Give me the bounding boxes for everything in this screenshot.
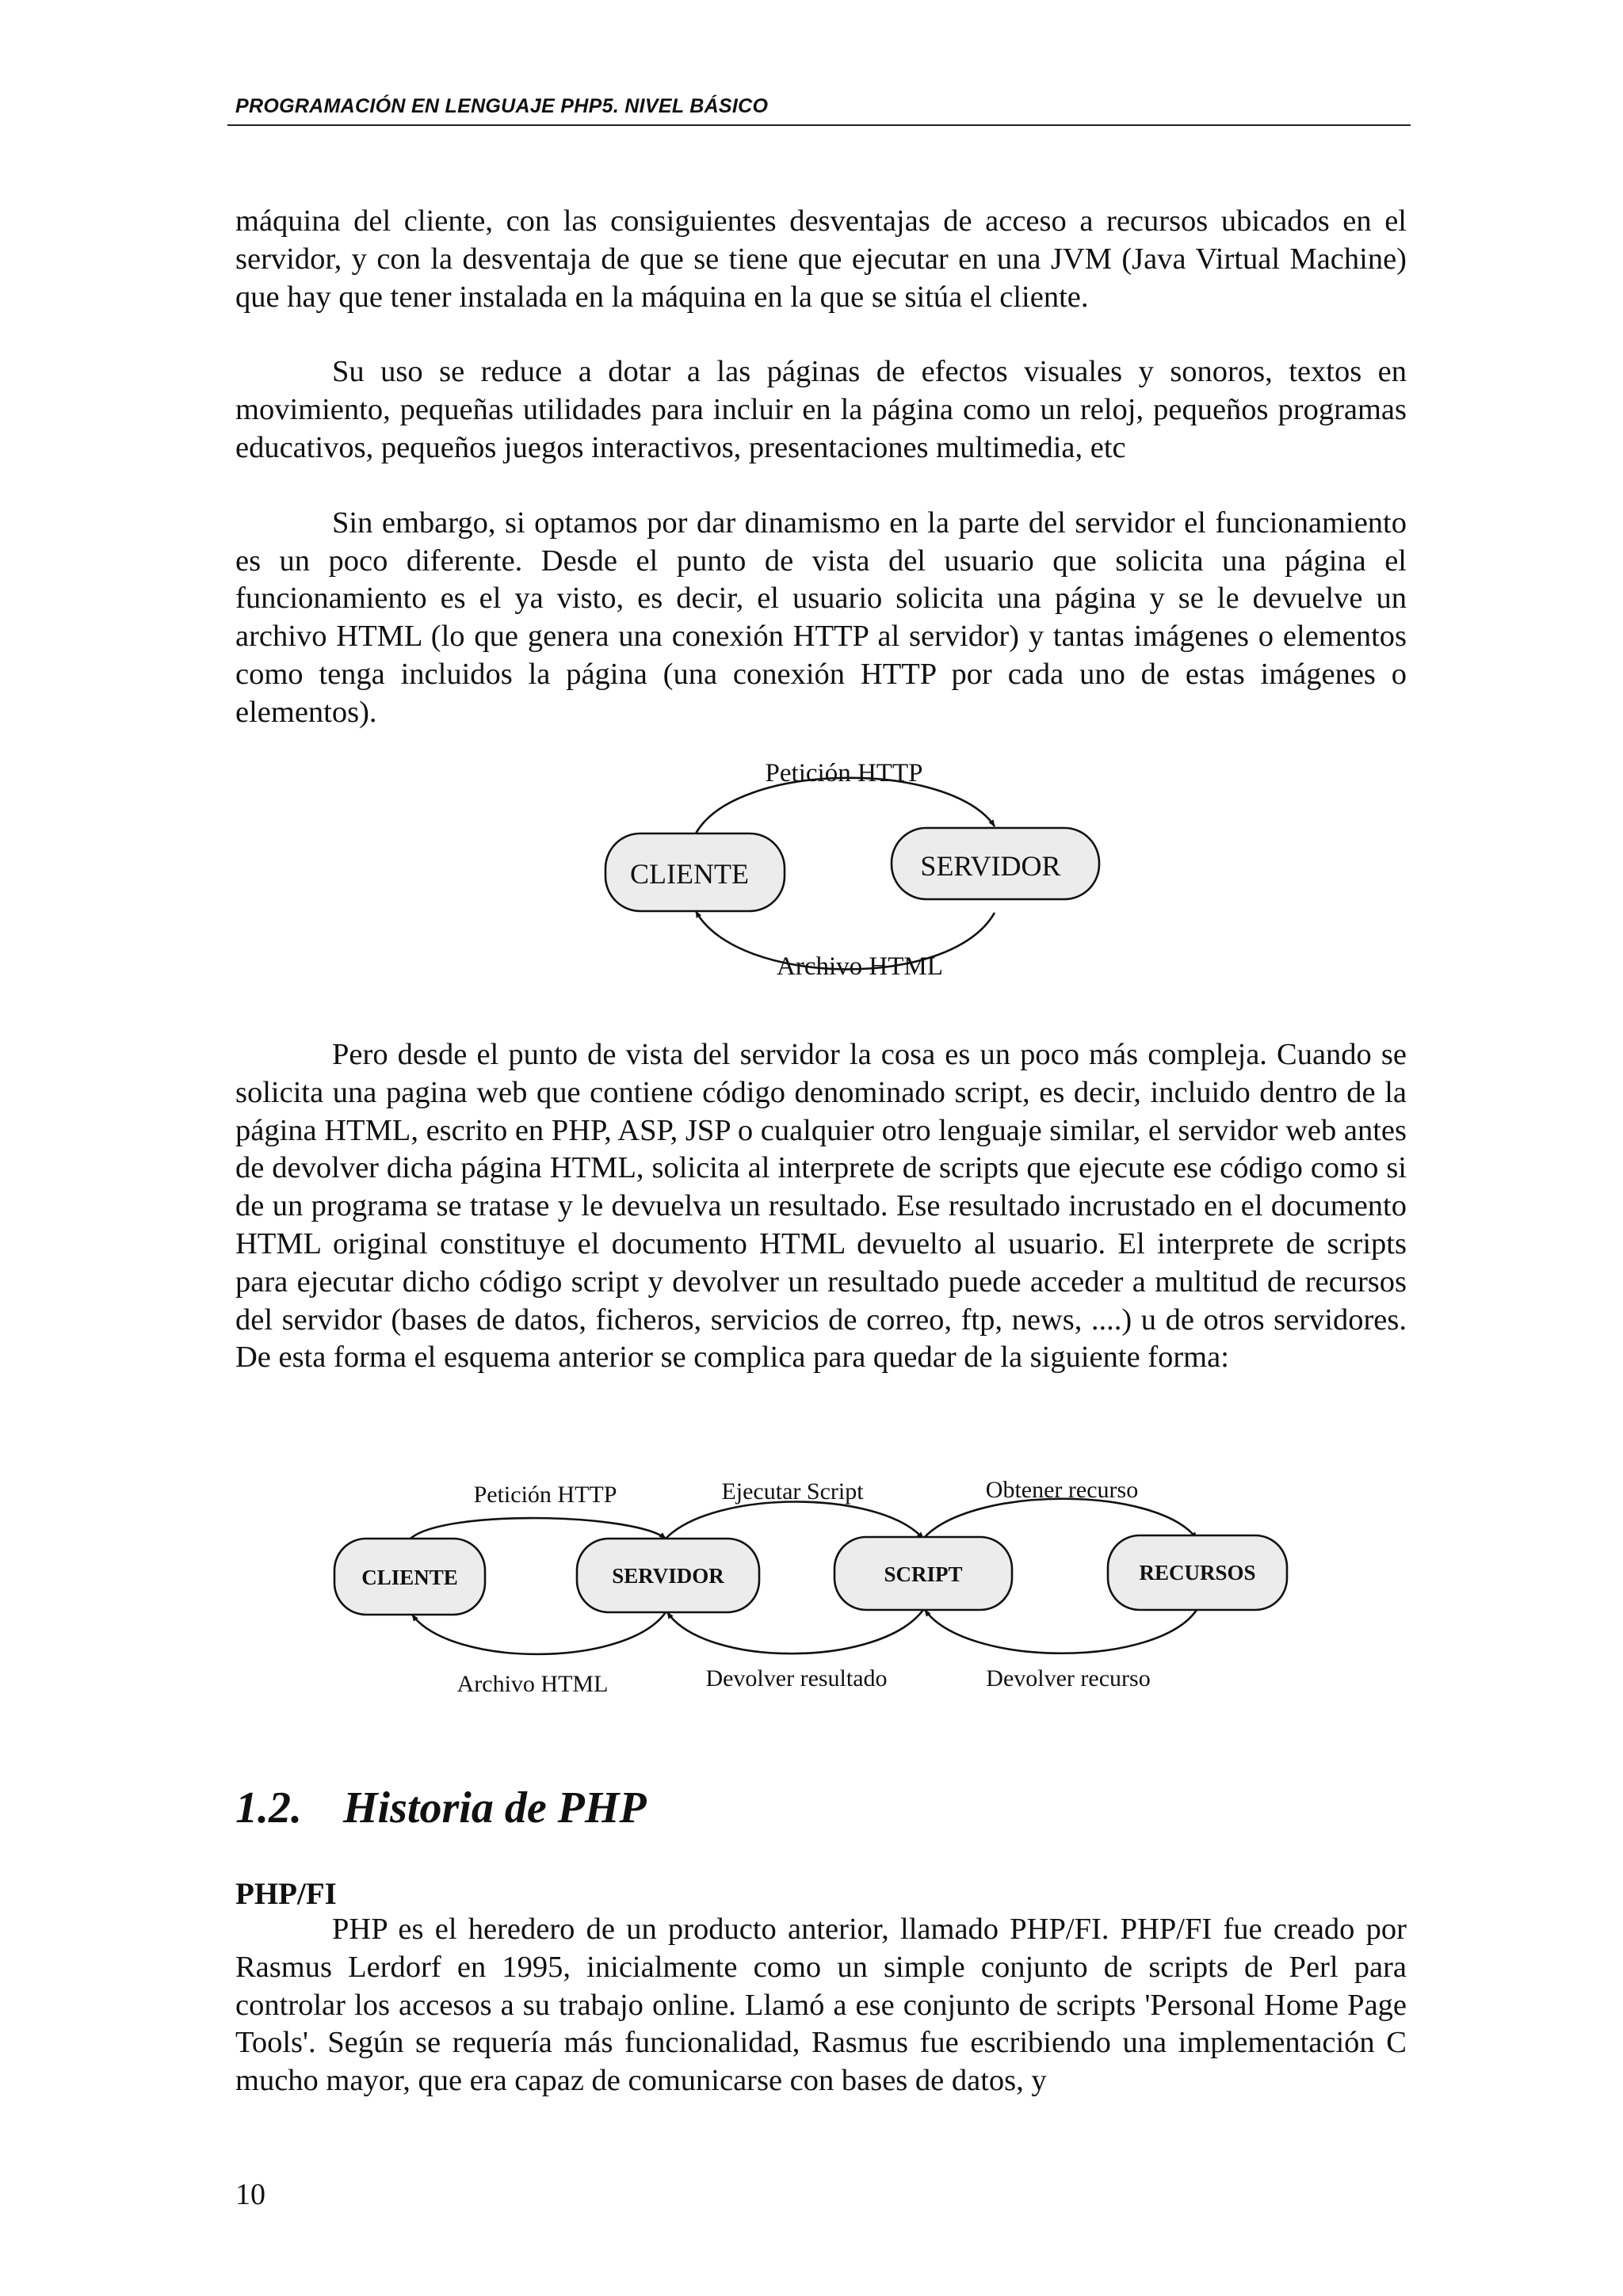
label-obtener-recurso: Obtener recurso [985, 1477, 1139, 1503]
node-servidor [577, 1539, 759, 1612]
paragraph-4: Pero desde el punto de vista del servidor la cosa es un poco más compleja. Cuando se solicita una pagina web que contiene código denominado script, es decir, incluido dentro de la página HTML, escrito en PHP, ASP, JSP o cualquier otro lenguaje similar, el servidor web antes de devolver dicha página HTML, solicita al interprete de scripts que ejecute ese código como si de un programa se tratase y le devuelva un resultado. Ese resultado incrustado en el documento HTML original constituye el documento HTML devuelto al usuario. El interprete de scripts para ejecutar dicho código script y devolver un resultado puede acceder a multitud de recursos del servidor (bases de datos, ficheros, servicios de correo, ftp, news, ....) u de otros servidores. De esta forma el esquema anterior se complica para quedar de la siguiente forma: [235, 1038, 1407, 1375]
label-ejecutar-script: Ejecutar Script [721, 1478, 864, 1505]
paragraph-5: PHP es el heredero de un producto anterior, llamado PHP/FI. PHP/FI fue creado por Rasmus Lerdorf en 1995, inicialmente como un simple conjunto de scripts de Perl para controlar los accesos a su trabajo online. Llamó a ese conjunto de scripts 'Personal Home Page Tools'. Según se requería más funcionalidad, Rasmus fue escribiendo una implementación C mucho mayor, que era capaz de comunicarse con bases de datos, y [235, 1913, 1407, 2098]
diagram-client-server [0, 745, 1623, 998]
node-servidor [892, 828, 1099, 899]
paragraph-2: Su uso se reduce a dotar a las páginas de efectos visuales y sonoros, textos en movimiento, pequeñas utilidades para incluir en la página como un reloj, pequeños programas educativos, pequeños juegos interactivos, presentaciones multimedia, etc [235, 355, 1407, 464]
arrow-ejecutar-script [666, 1502, 923, 1539]
node-cliente [605, 833, 785, 911]
arrow-devolver-resultado [667, 1610, 923, 1653]
node-script-label: SCRIPT [884, 1562, 963, 1586]
arrow-obtener-recurso [923, 1499, 1197, 1539]
running-header: PROGRAMACIÓN EN LENGUAJE PHP5. NIVEL BÁSICO [235, 95, 769, 117]
text-block-bottom [235, 1911, 1407, 2100]
node-cliente [334, 1539, 485, 1615]
label-peticion-http: Petición HTTP [473, 1482, 617, 1508]
node-cliente-label: CLIENTE [630, 858, 749, 890]
arrow-devolver-recurso [925, 1610, 1197, 1653]
section-number: 1.2. [235, 1783, 302, 1833]
node-servidor-label: SERVIDOR [612, 1564, 724, 1588]
node-servidor-label: SERVIDOR [920, 850, 1061, 882]
label-archivo-html: Archivo HTML [456, 1671, 609, 1697]
page-number: 10 [235, 2178, 265, 2211]
arrow-archivo-html [412, 1612, 666, 1654]
label-devolver-recurso: Devolver recurso [986, 1665, 1151, 1691]
subheading-phpfi: PHP/FI [235, 1877, 337, 1911]
label-archivo-html: Archivo HTML [777, 952, 943, 981]
text-block-top [235, 203, 1407, 732]
node-recursos [1108, 1535, 1287, 1610]
section-title: Historia de PHP [343, 1783, 647, 1833]
text-block-middle [235, 1036, 1407, 1377]
diagram-script-flow [0, 1442, 1623, 1711]
header-rule [227, 124, 1411, 126]
node-recursos-label: RECURSOS [1139, 1561, 1256, 1585]
node-script [834, 1537, 1012, 1610]
label-peticion-http: Petición HTTP [765, 759, 923, 788]
section-heading [235, 1783, 647, 1833]
arrow-peticion-http [411, 1518, 666, 1539]
label-devolver-resultado: Devolver resultado [705, 1665, 888, 1691]
paragraph-1: máquina del cliente, con las consiguientes desventajas de acceso a recursos ubicados en el servidor, y con la desventaja de que se tiene que ejecutar en una JVM (Java Virtual Machine) que hay que tener instalada en la máquina en la que se sitúa el cliente. [235, 204, 1407, 314]
node-cliente-label: CLIENTE [361, 1566, 458, 1589]
paragraph-3: Sin embargo, si optamos por dar dinamismo en la parte del servidor el funcionamiento es un poco diferente. Desde el punto de vista del usuario que solicita una página el funcionamiento es el ya visto, es decir, el usuario solicita una página y se le devuelve un archivo HTML (lo que genera una conexión HTTP al servidor) y tantas imágenes o elementos como tenga incluidos la página (una conexión HTTP por cada uno de estas imágenes o elementos). [235, 505, 1407, 729]
